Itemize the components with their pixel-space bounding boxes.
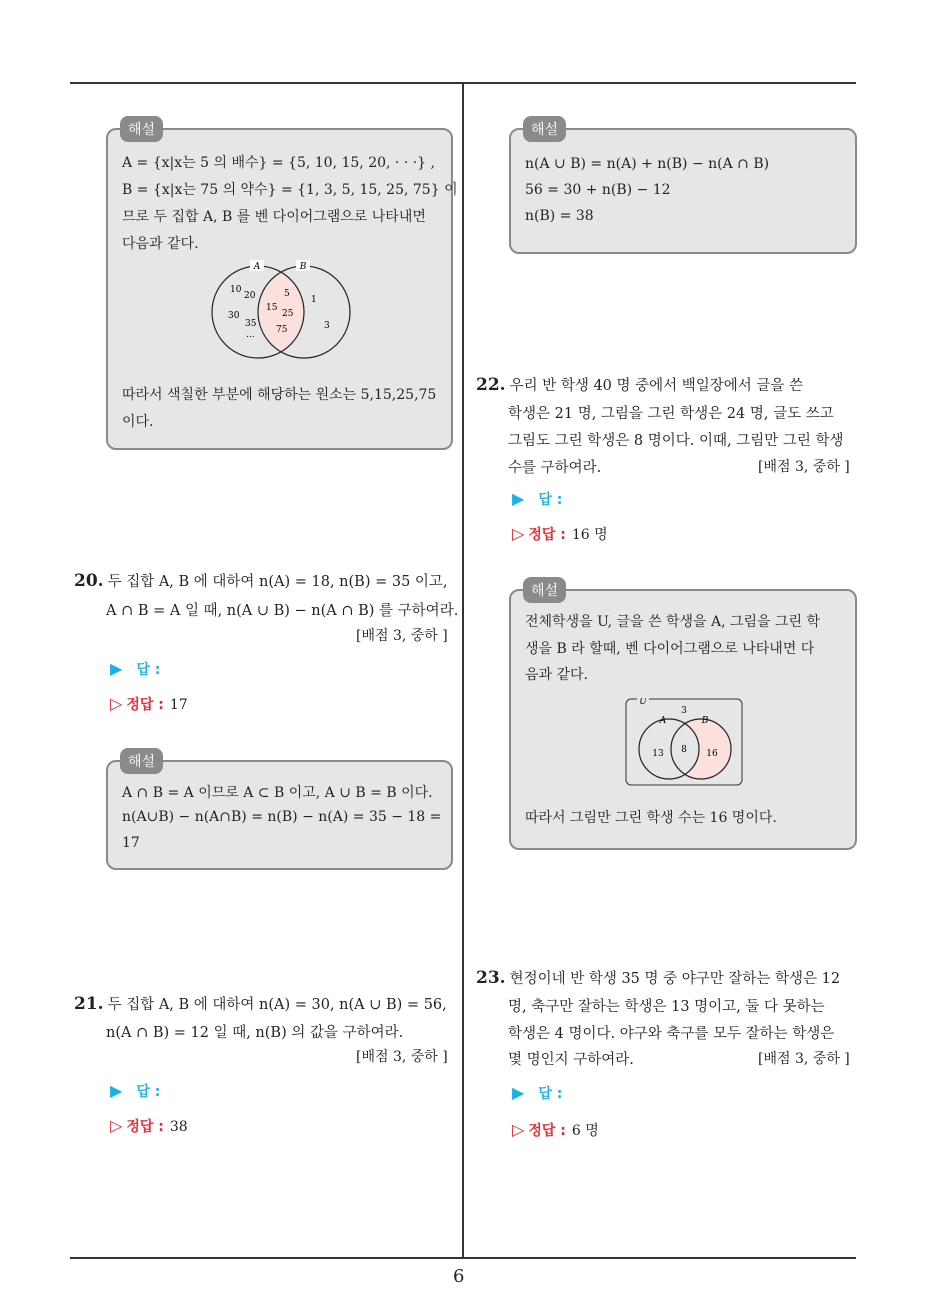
venn-value: 3 xyxy=(324,321,330,331)
question-text: 우리 반 학생 40 명 중에서 백일장에서 글을 쓴 xyxy=(509,378,804,394)
venn-value: 1 xyxy=(311,295,317,305)
outline-triangle-icon: ▷ xyxy=(512,1120,525,1139)
venn-value: 5 xyxy=(284,289,290,299)
solution-line: B = {x|x는 75 의 약수} = {1, 3, 5, 15, 25, 75} 이 xyxy=(122,182,458,198)
solution-tag: 해설 xyxy=(523,116,566,142)
points-label: [배점 3, 중하 ] xyxy=(356,1049,448,1065)
outline-triangle-icon: ▷ xyxy=(512,524,525,543)
question-text: 두 집합 A, B 에 대하여 n(A) = 18, n(B) = 35 이고, xyxy=(107,574,448,590)
play-triangle-icon: ▶ xyxy=(512,489,525,508)
question-23-line-1 xyxy=(476,967,840,988)
venn-value: 35 xyxy=(245,319,257,329)
correct-answer xyxy=(512,1120,599,1140)
points-label: [배점 3, 중하 ] xyxy=(356,628,448,644)
correct-value: 6 명 xyxy=(571,1123,599,1139)
solution-line: 므로 두 집합 A, B 를 벤 다이어그램으로 나타내면 xyxy=(122,209,426,225)
label-b: B xyxy=(299,262,307,272)
solution-line: 다음과 같다. xyxy=(122,236,199,252)
correct-label: 정답 : xyxy=(528,1123,566,1139)
page-number: 6 xyxy=(453,1266,465,1287)
solution-line: 56 = 30 + n(B) − 12 xyxy=(525,182,671,198)
column-divider xyxy=(462,84,464,1258)
points-label: [배점 3, 중하 ] xyxy=(758,459,850,475)
venn-value: 15 xyxy=(266,303,278,313)
play-triangle-icon: ▶ xyxy=(512,1083,525,1102)
correct-label: 정답 : xyxy=(126,1119,164,1135)
question-number: 21. xyxy=(74,994,104,1014)
solution-box-21 xyxy=(509,122,857,254)
solution-line: A ∩ B = A 이므로 A ⊂ B 이고, A ∪ B = B 이다. xyxy=(122,785,433,801)
answer-field[interactable] xyxy=(110,659,160,679)
solution-line: n(A ∪ B) = n(A) + n(B) − n(A ∩ B) xyxy=(525,156,770,172)
solution-line: 따라서 색칠한 부분에 해당하는 원소는 5,15,25,75 xyxy=(122,387,437,403)
correct-label: 정답 : xyxy=(528,527,566,543)
correct-value: 16 명 xyxy=(571,527,608,543)
label-u: U xyxy=(639,698,647,707)
venn-value: 25 xyxy=(282,309,294,319)
correct-value: 17 xyxy=(169,697,188,713)
answer-label: 답 : xyxy=(136,1084,161,1100)
solution-line: 음과 같다. xyxy=(525,667,588,683)
correct-answer xyxy=(110,1116,188,1136)
venn-value: 20 xyxy=(244,291,256,301)
question-number: 20. xyxy=(74,571,104,591)
solution-line: 따라서 그림만 그린 학생 수는 16 명이다. xyxy=(525,810,777,826)
question-number: 23. xyxy=(476,968,506,988)
points-label: [배점 3, 중하 ] xyxy=(758,1051,850,1067)
answer-field[interactable] xyxy=(512,489,562,509)
question-text: 두 집합 A, B 에 대하여 n(A) = 30, n(A ∪ B) = 56, xyxy=(107,997,447,1013)
venn-value: 30 xyxy=(228,311,240,321)
correct-answer xyxy=(512,524,608,544)
answer-field[interactable] xyxy=(512,1083,562,1103)
venn-value: 10 xyxy=(230,285,242,295)
venn-value-b-only: 16 xyxy=(706,749,718,759)
question-21-line-1 xyxy=(74,993,447,1014)
solution-tag: 해설 xyxy=(120,116,163,142)
question-22-line-3: 그림도 그린 학생은 8 명이다. 이때, 그림만 그린 학생 xyxy=(508,433,844,449)
correct-value: 38 xyxy=(169,1119,188,1135)
venn-value: 75 xyxy=(276,325,288,335)
venn-value: ... xyxy=(246,330,255,340)
solution-box-19 xyxy=(106,122,458,450)
solution-tag: 해설 xyxy=(523,577,566,603)
answer-label: 답 : xyxy=(538,1086,563,1102)
question-22-line-4: 수를 구하여라. xyxy=(508,460,602,476)
solution-line: 이다. xyxy=(122,414,154,430)
venn-value-a-only: 13 xyxy=(652,749,664,759)
question-21-line-2: n(A ∩ B) = 12 일 때, n(B) 의 값을 구하여라. xyxy=(106,1025,404,1041)
question-20-line-1 xyxy=(74,570,448,591)
play-triangle-icon: ▶ xyxy=(110,659,123,678)
correct-answer xyxy=(110,694,188,714)
play-triangle-icon: ▶ xyxy=(110,1081,123,1100)
question-22-line-1 xyxy=(476,374,803,395)
venn-value-outside: 3 xyxy=(681,706,687,716)
bottom-rule xyxy=(70,1257,856,1259)
question-23-line-2: 명, 축구만 잘하는 학생은 13 명이고, 둘 다 못하는 xyxy=(508,999,825,1015)
solution-line: A = {x|x는 5 의 배수} = {5, 10, 15, 20, · · ·} , xyxy=(122,155,435,171)
outline-triangle-icon: ▷ xyxy=(110,1116,123,1135)
label-a: A xyxy=(253,262,261,272)
venn-diagram xyxy=(208,260,358,360)
answer-field[interactable] xyxy=(110,1081,160,1101)
solution-line: n(B) = 38 xyxy=(525,208,594,224)
outline-triangle-icon: ▷ xyxy=(110,694,123,713)
question-22-line-2: 학생은 21 명, 그림을 그린 학생은 24 명, 글도 쓰고 xyxy=(508,406,834,422)
solution-line: 생을 B 라 할때, 벤 다이어그램으로 나타내면 다 xyxy=(525,641,815,657)
answer-label: 답 : xyxy=(136,662,161,678)
solution-box-20 xyxy=(106,754,453,870)
question-23-line-4: 몇 명인지 구하여라. xyxy=(508,1052,634,1068)
solution-box-22 xyxy=(509,583,857,850)
solution-line: 17 xyxy=(122,835,140,851)
solution-line: n(A∪B) − n(A∩B) = n(B) − n(A) = 35 − 18 = xyxy=(122,809,442,825)
question-text: 현정이네 반 학생 35 명 중 야구만 잘하는 학생은 12 xyxy=(509,971,841,987)
venn-diagram xyxy=(625,698,743,786)
question-number: 22. xyxy=(476,375,506,395)
question-23-line-3: 학생은 4 명이다. 야구와 축구를 모두 잘하는 학생은 xyxy=(508,1026,835,1042)
venn-value-both: 8 xyxy=(681,745,687,755)
answer-label: 답 : xyxy=(538,492,563,508)
correct-label: 정답 : xyxy=(126,697,164,713)
label-b: B xyxy=(701,716,709,726)
solution-line: 전체학생을 U, 글을 쓴 학생을 A, 그림을 그린 학 xyxy=(525,614,821,630)
label-a: A xyxy=(659,716,667,726)
question-20-line-2: A ∩ B = A 일 때, n(A ∪ B) − n(A ∩ B) 를 구하여라. xyxy=(106,603,459,619)
solution-tag: 해설 xyxy=(120,748,163,774)
